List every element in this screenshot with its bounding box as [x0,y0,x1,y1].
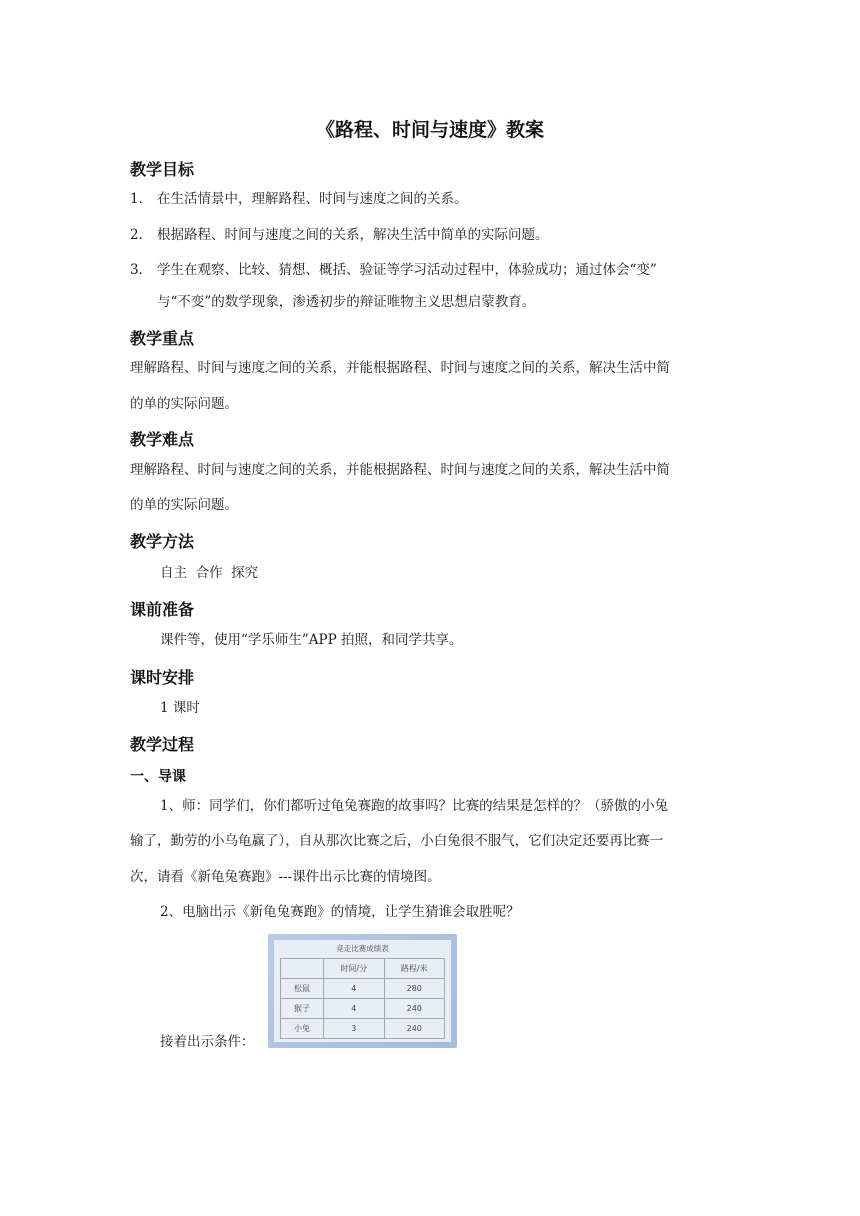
objective-2-text: 根据路程、时间与速度之间的关系，解决生活中简单的实际问题。 [157,227,549,243]
process-para3: 接着出示条件： [160,1034,255,1050]
table-cell: 240 [384,1019,445,1039]
preparation-text: 课件等，使用“学乐师生”APP 拍照，和同学共享。 [160,632,463,648]
objective-2-number: 2． [130,227,153,243]
objective-1-number: 1． [130,191,153,207]
table-cell: 小兔 [281,1019,324,1039]
difficulties-line-2: 的单的实际问题。 [130,497,238,513]
key-points-heading: 教学重点 [130,329,195,348]
score-table-paper [274,940,451,1042]
score-table [280,958,445,1039]
key-points-line-1: 理解路程、时间与速度之间的关系，并能根据路程、时间与速度之间的关系，解决生活中简 [130,360,670,376]
table-header-cell: 路程/米 [384,959,445,979]
methods-heading: 教学方法 [130,532,195,551]
process-para1-line-1: 1、师：同学们，你们都听过龟兔赛跑的故事吗？比赛的结果是怎样的？（骄傲的小兔 [160,798,669,814]
objective-1-text: 在生活情景中，理解路程、时间与速度之间的关系。 [157,191,468,207]
process-heading: 教学过程 [130,735,195,754]
schedule-heading: 课时安排 [130,668,195,687]
process-para2: 2、电脑出示《新龟兔赛跑》的情境，让学生猜谁会取胜呢？ [160,904,520,920]
table-header-cell: 时间/分 [324,959,385,979]
table-cell: 猴子 [281,999,324,1019]
objectives-heading: 教学目标 [130,160,195,179]
score-table-photo [268,934,457,1048]
difficulties-line-1: 理解路程、时间与速度之间的关系，并能根据路程、时间与速度之间的关系，解决生活中简 [130,462,670,478]
methods-text: 自主 合作 探究 [160,565,259,581]
objective-3-number: 3． [130,262,153,278]
table-cell: 松鼠 [281,979,324,999]
key-points-line-2: 的单的实际问题。 [130,396,238,412]
score-table-caption: 竞走比赛成绩表 [336,944,389,953]
table-cell: 4 [324,999,385,1019]
objective-3-line-2: 与“不变”的数学现象，渗透初步的辩证唯物主义思想启蒙教育。 [157,294,536,310]
table-row [281,1019,445,1039]
table-cell: 3 [324,1019,385,1039]
objective-3-line-1: 学生在观察、比较、猜想、概括、验证等学习活动过程中，体验成功；通过体会“变” [157,262,657,278]
table-row [281,999,445,1019]
process-para1-line-2: 输了，勤劳的小乌龟赢了），自从那次比赛之后，小白兔很不服气，它们决定还要再比赛一 [130,833,664,849]
table-cell: 4 [324,979,385,999]
difficulties-heading: 教学难点 [130,430,195,449]
preparation-heading: 课前准备 [130,600,195,619]
process-para1-line-3: 次，请看《新龟兔赛跑》---课件出示比赛的情境图。 [130,869,441,885]
schedule-text: 1 课时 [160,700,200,716]
document-title: 《路程、时间与速度》教案 [315,119,544,141]
table-header-row [281,959,445,979]
table-header-cell [281,959,324,979]
table-cell: 240 [384,999,445,1019]
table-row [281,979,445,999]
table-cell: 280 [384,979,445,999]
section-1-heading: 一、导课 [130,769,186,785]
